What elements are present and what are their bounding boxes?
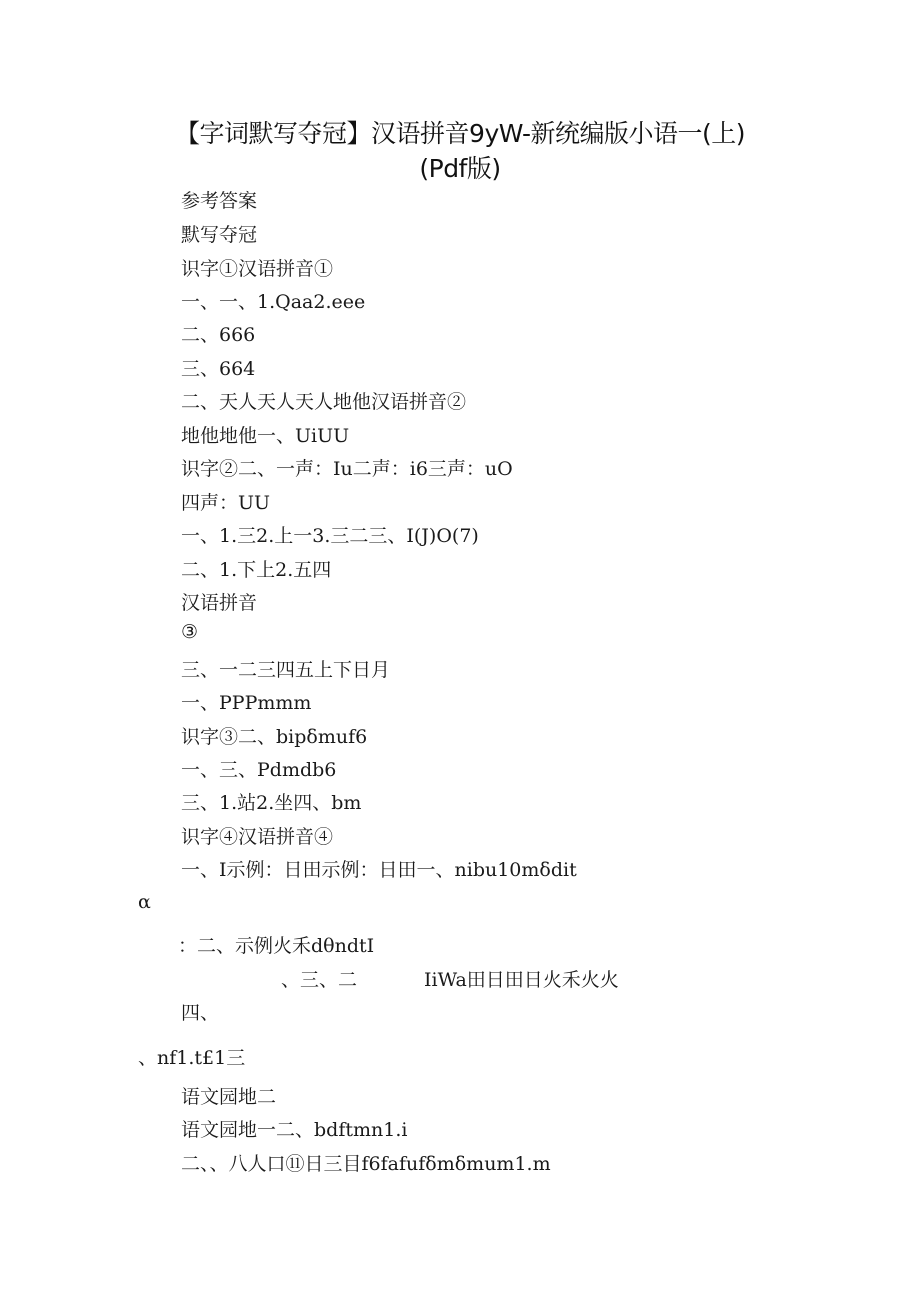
- answer-heading: 参考答案: [181, 190, 258, 212]
- answer-line: 、nf1.t£1三: [138, 1047, 246, 1069]
- document-title: 【字词默写夺冠】汉语拼音9yW-新统编版小语一(上): [175, 119, 745, 148]
- answer-line: 四、: [181, 1002, 220, 1024]
- answer-line: 二、、八人口⑪日三目f6fafufδmδmum1.m: [181, 1153, 551, 1175]
- stray-glyph: α: [138, 891, 151, 913]
- section-heading: 默写夺冠: [181, 224, 258, 246]
- answer-line: ③: [181, 621, 199, 643]
- answer-line: 二、天人天人天人地他汉语拼音②: [181, 391, 467, 413]
- answer-line: 四声：UU: [181, 492, 271, 514]
- answer-line: 识字②二、一声：Iu二声：i6三声：uO: [181, 458, 513, 480]
- answer-line: IiWa田日田日火禾火火: [424, 969, 619, 991]
- answer-line: 三、664: [181, 358, 256, 380]
- answer-line: 一、I示例：日田示例：日田一、nibu10mδdit: [181, 859, 577, 881]
- lesson-heading: 识字①汉语拼音①: [181, 258, 334, 280]
- answer-line: 识字③二、bipδmuf6: [181, 726, 368, 748]
- lesson-heading: 汉语拼音: [181, 592, 258, 614]
- answer-line: 语文园地一二、bdftmn1.i: [181, 1119, 408, 1141]
- answer-line: ：二、示例火禾dθndtI: [178, 935, 375, 957]
- answer-line: 二、1.下上2.五四: [181, 559, 332, 581]
- answer-line: 二、666: [181, 324, 256, 346]
- answer-line: 一、1.三2.上一3.三二三、I(J)O(7): [181, 525, 479, 547]
- answer-line: 一、三、Pdmdb6: [181, 759, 337, 781]
- lesson-heading: 语文园地二: [181, 1086, 277, 1108]
- answer-line: 三、1.站2.坐四、bm: [181, 792, 362, 814]
- lesson-heading: 识字④汉语拼音④: [181, 826, 334, 848]
- answer-line: 三、一二三四五上下日月: [181, 659, 391, 681]
- answer-line: 、三、二: [281, 969, 358, 991]
- answer-line: 地他地他一、UiUU: [181, 425, 350, 447]
- answer-line: 一、PPPmmm: [181, 692, 312, 714]
- answer-line: 一、一、1.Qaa2.eee: [181, 291, 366, 313]
- document-subtitle: (Pdf版): [419, 154, 501, 183]
